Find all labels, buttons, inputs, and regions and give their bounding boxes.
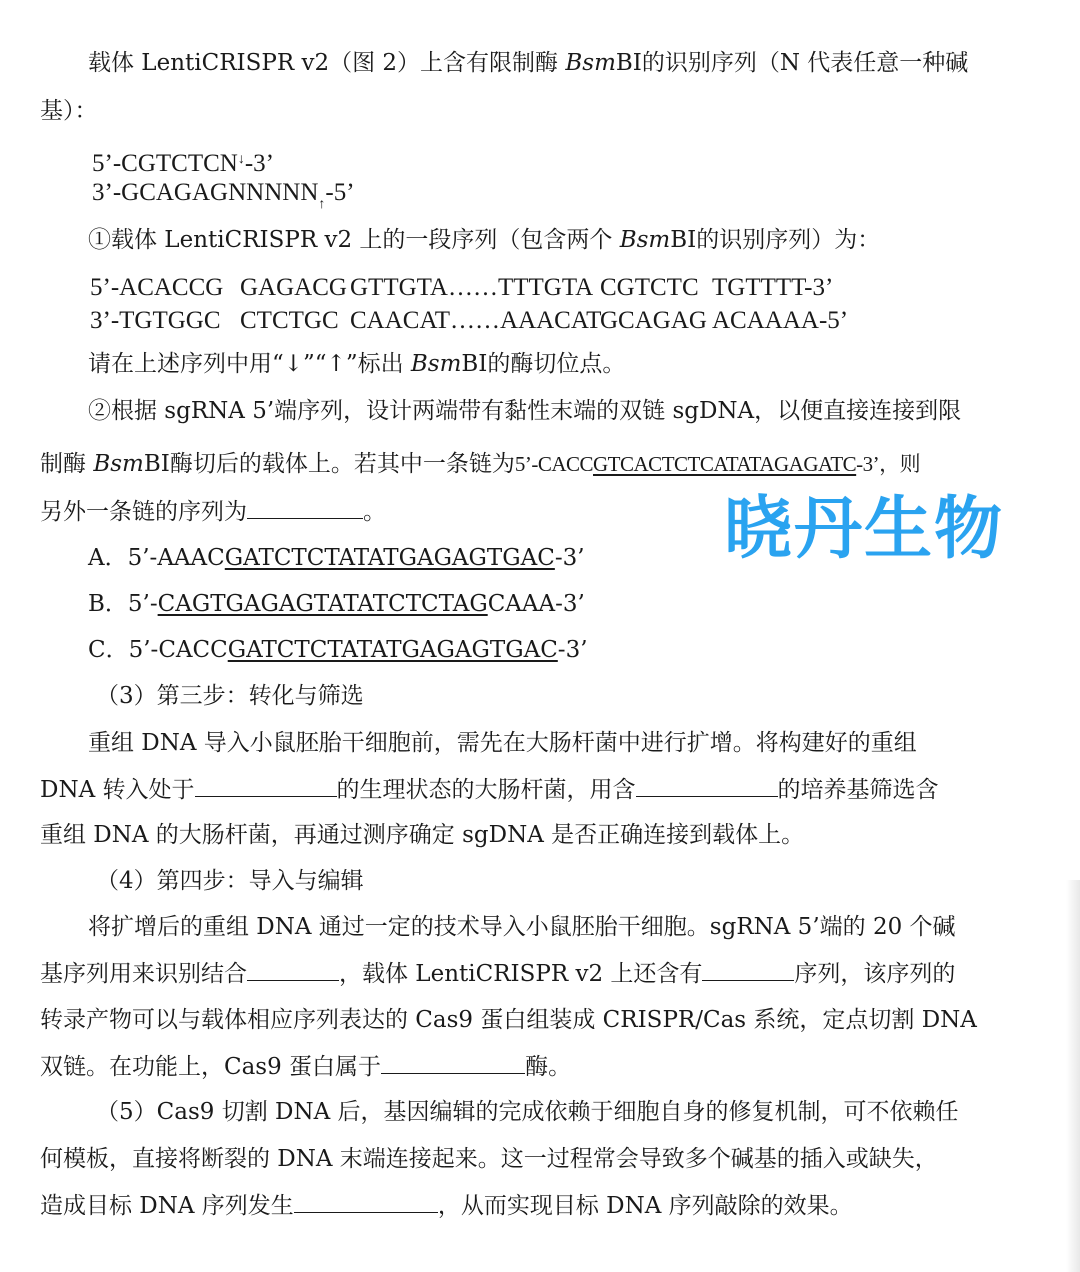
option-core: GATCTCTATATGAGAGTGAC: [224, 545, 555, 571]
seq-segment: ACAAAA-5’: [712, 307, 849, 334]
option-label: B．5’-: [88, 591, 158, 617]
option-label: A．5’-AAAC: [88, 545, 225, 571]
option-label: C．5’-CACC: [88, 637, 228, 663]
step4-line-2: [40, 958, 955, 989]
seq-segment: 3’-TGTGGC: [90, 307, 221, 334]
step5-text: 造成目标 DNA 序列发生: [40, 1193, 294, 1219]
answer-blank[interactable]: [247, 496, 363, 519]
q2-line-3: [40, 496, 386, 527]
strand-core: GTCACTCTCATATAGAGATC: [593, 452, 857, 476]
q2-line-2: [40, 449, 920, 479]
step3-line-2: [40, 774, 939, 805]
step5-text-end: ，从而实现目标 DNA 序列敲除的效果。: [437, 1193, 853, 1219]
cut-arrow-down-icon: ↓: [237, 152, 245, 167]
step3-heading: （3）第三步：转化与筛选: [96, 683, 364, 709]
step4-text: 基序列用来识别结合: [40, 961, 247, 987]
site-bottom-end: -5’: [325, 179, 355, 206]
option-suffix: -3’: [557, 637, 588, 663]
site-top-seq: 5’-CGTCTCN: [92, 150, 238, 177]
step3-text: DNA 转入处于: [40, 777, 195, 803]
q1-label: [88, 225, 880, 255]
seq-segment: GCAGAG: [600, 307, 707, 334]
q2-text-cont: BⅠ酶切后的载体上。若其中一条链为: [143, 451, 515, 477]
vector-seq-bottom: [90, 306, 848, 336]
option-core: GATCTCTATATGAGAGTGAC: [227, 637, 558, 663]
step3-text-cont: 的生理状态的大肠杆菌，用含: [336, 777, 636, 803]
option-suffix: -3’: [554, 545, 585, 571]
answer-blank[interactable]: [702, 958, 794, 981]
seq-segment: TGTTTT-3’: [712, 274, 834, 301]
option-c[interactable]: [88, 635, 588, 665]
intro-line-1: [88, 48, 968, 78]
q1-instruction: [88, 349, 625, 379]
step5-line-2: 何模板，直接将断裂的 DNA 末端连接起来。这一过程常会导致多个碱基的插入或缺失，: [40, 1146, 938, 1172]
watermark-logo: 晓丹生物: [724, 490, 1005, 569]
step4-text-end: 酶。: [525, 1054, 572, 1080]
option-b[interactable]: [88, 589, 585, 619]
step4-text-cont: ，载体 LentiCRISPR v2 上还含有: [339, 961, 703, 987]
option-core: CAGTGAGAGTATATCTCTAG: [157, 591, 488, 617]
step5-line-1: （5）Cas9 切割 DNA 后，基因编辑的完成依赖于细胞自身的修复机制，可不依赖任: [96, 1099, 959, 1125]
answer-blank[interactable]: [294, 1190, 438, 1213]
answer-blank[interactable]: [247, 958, 339, 981]
seq-segment: CAACAT……AAACAT: [350, 307, 602, 334]
option-a[interactable]: [88, 543, 585, 573]
enzyme-name: Bsm: [565, 50, 616, 76]
step4-line-3: 转录产物可以与载体相应序列表达的 Cas9 蛋白组装成 CRISPR/Cas 系统，定点切割 DNA: [40, 1007, 977, 1033]
step4-text-end: 序列，该序列的: [794, 961, 956, 987]
q2-text: 制酶: [40, 451, 94, 477]
page-edge-shadow: [1066, 880, 1080, 1272]
given-strand: [515, 452, 920, 476]
vector-seq-top: [90, 273, 833, 303]
site-top-end: -3’: [244, 150, 274, 177]
q2-period: 。: [363, 499, 386, 525]
intro-text-cont: BⅠ的识别序列（N 代表任意一种碱: [615, 50, 969, 76]
intro-text: 载体 LentiCRISPR v2（图 2）上含有限制酶: [88, 50, 566, 76]
q2-prompt: 另外一条链的序列为: [40, 499, 247, 525]
enzyme-name: Bsm: [93, 451, 144, 477]
q2-line-1: ②根据 sgRNA 5’端序列，设计两端带有黏性末端的双链 sgDNA，以便直接连接到限: [88, 398, 962, 424]
seq-segment: CGTCTC: [600, 274, 699, 301]
q1-text-cont: BⅠ的识别序列）为：: [670, 227, 881, 253]
instruction-text: 请在上述序列中用“↓”“↑”标出: [88, 351, 411, 377]
recognition-site-top: [92, 145, 274, 179]
step5-line-3: [40, 1190, 853, 1221]
enzyme-name: Bsm: [410, 351, 462, 377]
answer-blank[interactable]: [636, 774, 778, 797]
answer-blank[interactable]: [195, 774, 337, 797]
step4-heading: （4）第四步：导入与编辑: [96, 868, 364, 894]
intro-line-2: 基）：: [40, 98, 98, 124]
seq-segment: CTCTGC: [240, 307, 339, 334]
seq-segment: GAGACG: [240, 274, 347, 301]
strand-prefix: 5’-CACC: [514, 452, 594, 476]
step4-text: 双链。在功能上，Cas9 蛋白属于: [40, 1054, 382, 1080]
seq-segment: GTTGTA……TTTGTA: [350, 274, 594, 301]
step4-line-4: [40, 1051, 571, 1082]
answer-blank[interactable]: [381, 1051, 525, 1074]
step3-text-end: 的培养基筛选含: [777, 777, 939, 803]
site-bottom-seq: 3’-GCAGAGNNNNN: [92, 179, 319, 206]
cut-arrow-up-icon: ↑: [318, 197, 326, 212]
strand-suffix: -3’，则: [856, 452, 921, 476]
instruction-text-cont: BⅠ的酶切位点。: [461, 351, 626, 377]
step3-line-1: 重组 DNA 导入小鼠胚胎干细胞前，需先在大肠杆菌中进行扩增。将构建好的重组: [88, 730, 917, 756]
recognition-site-bottom: [92, 178, 355, 220]
q1-text: ①载体 LentiCRISPR v2 上的一段序列（包含两个: [88, 227, 620, 253]
step3-line-3: 重组 DNA 的大肠杆菌，再通过测序确定 sgDNA 是否正确连接到载体上。: [40, 822, 805, 848]
enzyme-name: Bsm: [619, 227, 671, 253]
step4-line-1: 将扩增后的重组 DNA 通过一定的技术导入小鼠胚胎干细胞。sgRNA 5’端的 20 个碱: [88, 914, 956, 940]
seq-segment: 5’-ACACCG: [90, 274, 224, 301]
option-suffix: CAAA-3’: [487, 591, 585, 617]
